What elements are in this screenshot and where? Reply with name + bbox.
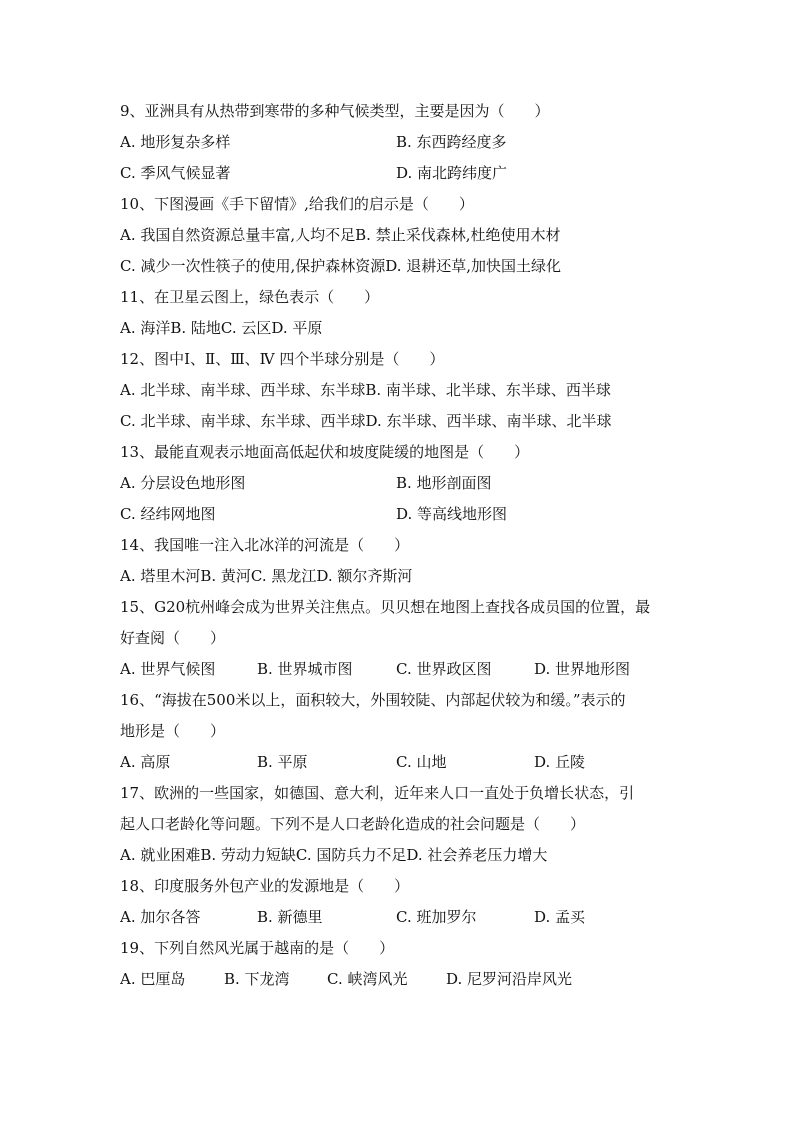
question-stem: 14、我国唯一注入北冰洋的河流是（ ） [120,536,410,554]
question-18 [120,871,680,933]
answer-option: C. 季风气候显著 [120,164,231,182]
question-stem: 好查阅（ ） [120,629,226,647]
option-row [120,251,680,282]
question-stem: 10、下图漫画《手下留情》,给我们的启示是（ ） [120,195,474,213]
answer-option: B. 东西跨经度多 [396,133,507,151]
question-stem: 18、印度服务外包产业的发源地是（ ） [120,877,410,895]
question-stem: 9、亚洲具有从热带到寒带的多种气候类型，主要是因为（ ） [120,102,550,120]
answer-option: C. 北半球、南半球、东半球、西半球D. 东半球、西半球、南半球、北半球 [120,412,612,430]
answer-option: D. 尼罗河沿岸风光 [446,970,573,988]
answer-option: C. 世界政区图 [396,660,492,678]
question-list [120,96,680,995]
question-stem: 12、图中Ⅰ、Ⅱ、Ⅲ、Ⅳ 四个半球分别是（ ） [120,350,445,368]
answer-option: A. 地形复杂多样 [120,133,231,151]
option-row [120,747,680,778]
question-17 [120,778,680,871]
answer-option: C. 班加罗尔 [396,908,477,926]
answer-option: D. 世界地形图 [534,660,631,678]
question-stem: 11、在卫星云图上，绿色表示（ ） [120,288,380,306]
question-stem: 地形是（ ） [120,722,226,740]
option-row [120,313,680,344]
option-row [120,654,680,685]
question-stem: 16、“海拔在500米以上，面积较大，外围较陡、内部起伏较为和缓。”表示的 [120,691,626,709]
answer-option: B. 新德里 [257,908,323,926]
question-12 [120,344,680,437]
answer-option: A. 北半球、南半球、西半球、东半球B. 南半球、北半球、东半球、西半球 [120,381,611,399]
question-16 [120,685,680,778]
option-row [120,468,680,499]
option-row [120,499,680,530]
answer-option: A. 高原 [120,753,171,771]
answer-option: D. 丘陵 [534,753,586,771]
question-9 [120,96,680,189]
question-13 [120,437,680,530]
option-row [120,406,680,437]
answer-option: B. 世界城市图 [257,660,353,678]
option-row [120,561,680,592]
option-row [120,964,680,995]
answer-option: A. 海洋B. 陆地C. 云区D. 平原 [120,319,323,337]
question-10 [120,189,680,282]
answer-option: D. 孟买 [534,908,586,926]
answer-option: A. 分层设色地形图 [120,474,246,492]
answer-option: A. 加尔各答 [120,908,201,926]
question-stem: 起人口老龄化等问题。下列不是人口老龄化造成的社会问题是（ ） [120,815,586,833]
question-11 [120,282,680,344]
question-15 [120,592,680,685]
question-stem: 19、下列自然风光属于越南的是（ ） [120,939,395,957]
answer-option: A. 塔里木河B. 黄河C. 黑龙江D. 额尔齐斯河 [120,567,413,585]
option-row [120,127,680,158]
answer-option: A. 巴厘岛 [120,970,186,988]
option-row [120,220,680,251]
answer-option: A. 就业困难B. 劳动力短缺C. 国防兵力不足D. 社会养老压力增大 [120,846,548,864]
answer-option: C. 减少一次性筷子的使用,保护森林资源D. 退耕还草,加快国土绿化 [120,257,562,275]
option-row [120,375,680,406]
answer-option: B. 地形剖面图 [396,474,492,492]
option-row [120,158,680,189]
question-14 [120,530,680,592]
answer-option: A. 我国自然资源总量丰富,人均不足B. 禁止采伐森林,杜绝使用木材 [120,226,561,244]
answer-option: B. 平原 [257,753,308,771]
answer-option: C. 山地 [396,753,447,771]
answer-option: C. 经纬网地图 [120,505,216,523]
answer-option: A. 世界气候图 [120,660,216,678]
answer-option: C. 峡湾风光 [327,970,408,988]
answer-option: D. 等高线地形图 [396,505,508,523]
answer-option: B. 下龙湾 [224,970,290,988]
option-row [120,840,680,871]
question-stem: 15、G20杭州峰会成为世界关注焦点。贝贝想在地图上查找各成员国的位置，最 [120,598,651,616]
answer-option: D. 南北跨纬度广 [396,164,508,182]
question-stem: 17、欧洲的一些国家，如德国、意大利，近年来人口一直处于负增长状态，引 [120,784,635,802]
option-row [120,902,680,933]
question-19 [120,933,680,995]
question-stem: 13、最能直观表示地面高低起伏和坡度陡缓的地图是（ ） [120,443,530,461]
